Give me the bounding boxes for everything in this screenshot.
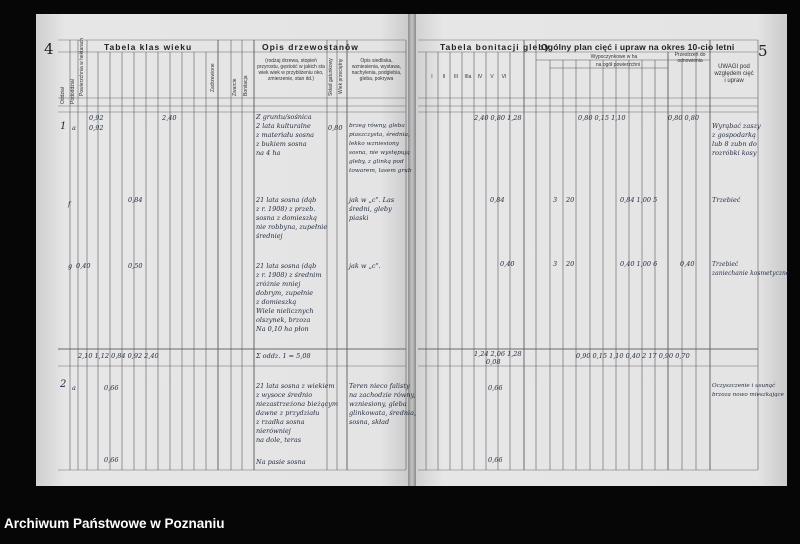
row2-plan-ha: 3	[553, 196, 558, 204]
roman-5: V	[490, 74, 494, 80]
total-values: 2,10 1,12 0,84 0,92 2,40	[78, 352, 159, 360]
row1-remark: Wyrąbać zaszy z gospodarką lub 8 zubn do rozróbki kosy	[712, 122, 761, 157]
archive-watermark: Archiwum Państwowe w Poznaniu	[4, 516, 225, 531]
left-page-number: 4	[44, 40, 54, 58]
col-zadrzewione-header: Zadrzewione	[210, 63, 216, 92]
row1-site: brzeg równy, gleba piaszczysta, średnia, lekko wzniesiony sosna, nie występują gleby, z glinką pod towarem, lasem grub	[349, 123, 412, 174]
row3-plan2: 0,40 1,00 6	[620, 260, 658, 268]
row3-plan-ha: 3	[553, 260, 558, 268]
right-page-number: 5	[758, 42, 768, 60]
row2-remark: Trzebieć	[712, 196, 741, 204]
row3-area: 0,40	[76, 262, 91, 270]
row4-soil: 0,66	[488, 384, 503, 392]
row3-site: jak w „c".	[349, 262, 381, 270]
row1-pododdzial: a	[72, 124, 76, 132]
col-wiek-header: Wiek przeciętny	[338, 58, 344, 94]
row1-area-top: 0,92	[89, 114, 104, 122]
stand-description-title: Opis drzewostanów	[262, 42, 359, 52]
row3-plan3: 0,40	[680, 260, 695, 268]
row4-oddzial: 2	[60, 379, 67, 390]
row1-oddzial: 1	[60, 121, 67, 132]
row2-plan2: 0,84 1,00 5	[620, 196, 658, 204]
row2-site: jak w „c". Las średni, gleby piaski	[349, 196, 395, 222]
row4-site: Teren nieco falisty na zachodzie równy, wzniesiony, gleba glinkowata, średnia, sosna, skład	[349, 382, 417, 426]
remarks-header: UWAGI pod względem cięć i upraw	[714, 64, 754, 84]
row3-description: 21 lata sosna (dąb z r. 1908) z średnim zróżnie mniej dobrym, zupełnie z domieszką Wiele nielicznych olszynek, brzoza Na 0,10 ha płon	[256, 262, 322, 333]
age-class-table-title: Tabela klas wieku	[104, 42, 193, 52]
row3-soil: 0,40	[500, 260, 515, 268]
col-pododdzial-header: Pododdział	[70, 79, 76, 104]
roman-6: VI	[501, 74, 507, 80]
row1-soil: 2,40 0,80 1,28	[474, 114, 522, 122]
row4-description2: Na pasie sosna	[256, 458, 306, 466]
row4-remark: Oczyszczenie i usunąć brzoza nowo mieszkające	[712, 383, 784, 398]
row1-plan2: 0,80 0,80	[668, 114, 700, 122]
site-header: Opis siedliska, wzniesienia, wystawa, nachylenia, podglebia, gleba, pokrywa	[351, 58, 402, 82]
description-header: (rodzaj drzewa, stopień przyrostu, gęstość w jakich sta wiek wiek w przybliżeniu oko, zmierzenie, stan itd.)	[257, 58, 325, 82]
roman-2: II	[442, 74, 446, 80]
row2-description: 21 lata sosna (dąb z r. 1908) z przeb. sosna z domieszką nie robbyna, zupełnie średniej	[256, 196, 328, 240]
col-sklad-header: Skład gatunkowy	[328, 58, 334, 96]
plan-subheader: Wypoczynkowe w ha	[590, 54, 638, 60]
row4-pododdzial: a	[72, 384, 76, 392]
row3-plan-val: 20	[566, 260, 575, 268]
row1-plan: 0,80 0,15 1,10	[578, 114, 626, 122]
total-soil2: 0,08	[486, 358, 501, 366]
roman-1: I	[431, 74, 433, 80]
row3-remark: Trzebieć zaniechanie kosmetyczne	[712, 261, 790, 277]
row4-soil-bottom: 0,66	[488, 456, 503, 464]
row2-soil: 0,84	[490, 196, 505, 204]
row3-pododdzial: g	[68, 262, 73, 270]
row1-area: 0,92	[89, 124, 104, 132]
row3-area2: 0,50	[128, 262, 143, 270]
row2-pododdzial: f	[68, 200, 71, 208]
row2-plan-val: 20	[566, 196, 575, 204]
row4-area-bottom: 0,66	[104, 456, 119, 464]
row1-description: Z gruntu/sośnica 2 lata kulturalne z materiału sosna z bukiem sosna na 4 ha	[256, 113, 315, 157]
col-bonitacja-header: Bonitacja	[243, 75, 249, 96]
row1-ha-value: 2,40	[162, 114, 177, 122]
col-area-header: Powierzchnia w hektarach	[79, 37, 85, 96]
plan-title: Ogólny plan cięć i upraw na okres 10-cio letni	[541, 42, 735, 52]
total-plan: 0,90 0,15 1,10 0,40 2 17 0,90 0,70	[576, 352, 690, 360]
roman-3a: IIIa	[464, 74, 472, 80]
soil-table-title: Tabela bonitacji gleby	[440, 42, 551, 52]
regeneration-header: Przestrzeń do odnowienia	[674, 52, 706, 64]
row1-sklad: 0,80	[328, 124, 343, 132]
surface-subheader: na ogół powierzchni	[595, 62, 641, 68]
col-oddzial-header: Oddział	[60, 87, 66, 104]
roman-3: III	[453, 74, 459, 80]
row4-description: 21 lata sosna z wiekiem z wysoce średnio niezastrzeżona bieżącym dawne z przydziału z rzadka sosna nierówniej na dole, teras	[256, 382, 339, 444]
row4-area: 0,66	[104, 384, 119, 392]
total-soil: 1,24 2,06 1,28	[474, 350, 522, 358]
total-label: Σ oddz. 1 = 5,08	[256, 352, 311, 360]
row2-area: 0,84	[128, 196, 143, 204]
roman-4: IV	[477, 74, 483, 80]
col-zwarcie-header: Zwarcie	[232, 78, 238, 96]
